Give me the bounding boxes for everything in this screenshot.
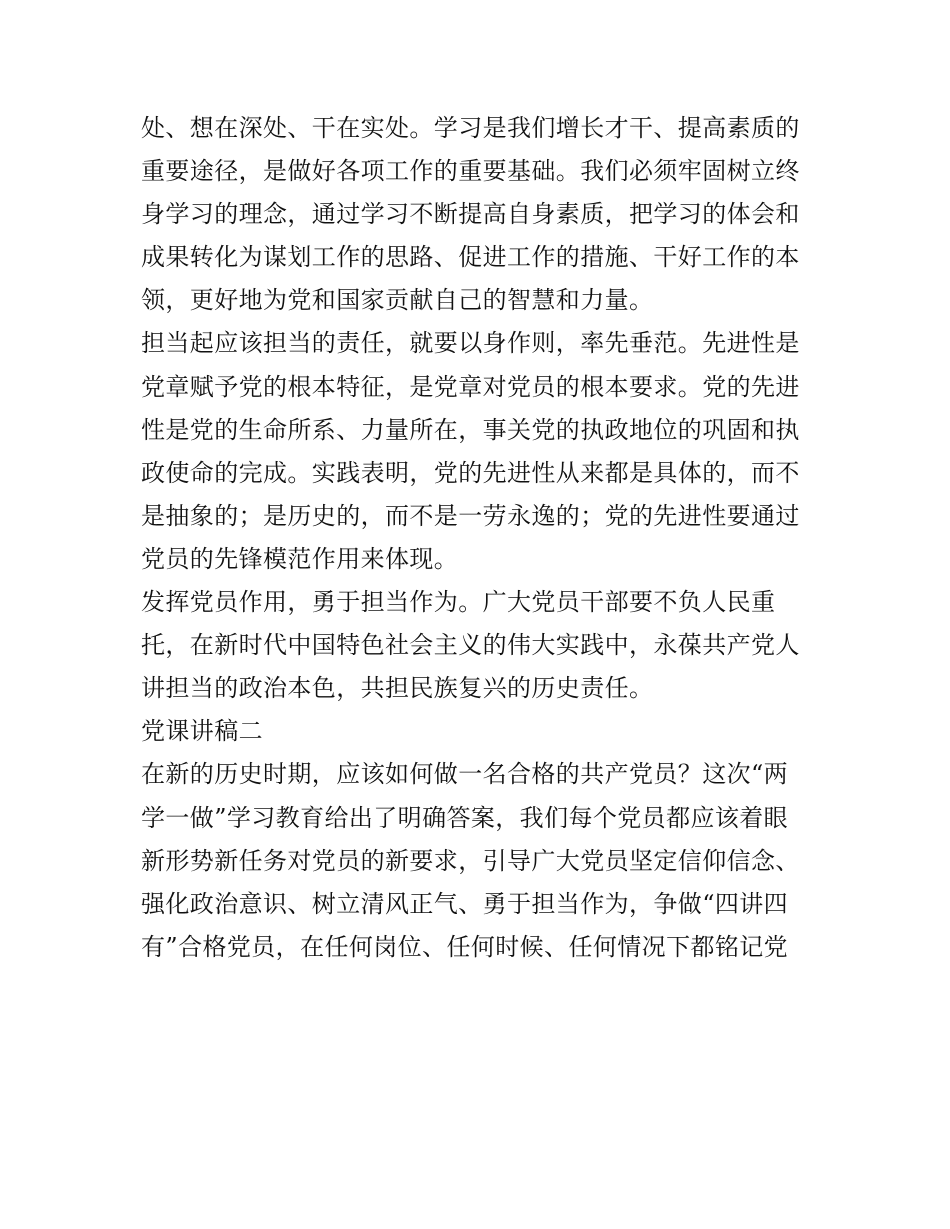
text-line: 发挥党员作用，勇于担当作为。广大党员干部要不负人民重: [141, 588, 776, 617]
text-line: 在新的历史时期，应该如何做一名合格的共产党员？这次“两: [141, 760, 789, 789]
text-line: 党员的先锋模范作用来体现。: [141, 544, 459, 573]
text-line: 讲担当的政治本色，共担民族复兴的历史责任。: [141, 674, 654, 703]
text-line: 学一做”学习教育给出了明确答案，我们每个党员都应该着眼: [141, 803, 789, 832]
text-line: 领，更好地为党和国家贡献自己的智慧和力量。: [141, 286, 654, 315]
text-line: 强化政治意识、树立清风正气、勇于担当作为，争做“四讲四: [141, 889, 789, 918]
text-line: 政使命的完成。实践表明，党的先进性从来都是具体的，而不: [141, 458, 800, 487]
text-line: 成果转化为谋划工作的思路、促进工作的措施、干好工作的本: [141, 243, 800, 272]
text-line: 身学习的理念，通过学习不断提高自身素质，把学习的体会和: [141, 200, 800, 229]
section-heading: 党课讲稿二: [141, 717, 263, 746]
text-line: 重要途径，是做好各项工作的重要基础。我们必须牢固树立终: [141, 157, 800, 186]
document-body: [141, 107, 821, 969]
text-line: 性是党的生命所系、力量所在，事关党的执政地位的巩固和执: [141, 415, 800, 444]
text-line: 担当起应该担当的责任，就要以身作则，率先垂范。先进性是: [141, 329, 800, 358]
text-line: 托，在新时代中国特色社会主义的伟大实践中，永葆共产党人: [141, 631, 800, 660]
text-line: 处、想在深处、干在实处。学习是我们增长才干、提高素质的: [141, 114, 800, 142]
text-line: 是抽象的；是历史的，而不是一劳永逸的；党的先进性要通过: [141, 501, 800, 530]
text-line: 新形势新任务对党员的新要求，引导广大党员坚定信仰信念、: [141, 846, 800, 875]
text-line: 有”合格党员，在任何岗位、任何时候、任何情况下都铭记党: [141, 932, 789, 961]
text-line: 党章赋予党的根本特征，是党章对党员的根本要求。党的先进: [141, 372, 800, 401]
